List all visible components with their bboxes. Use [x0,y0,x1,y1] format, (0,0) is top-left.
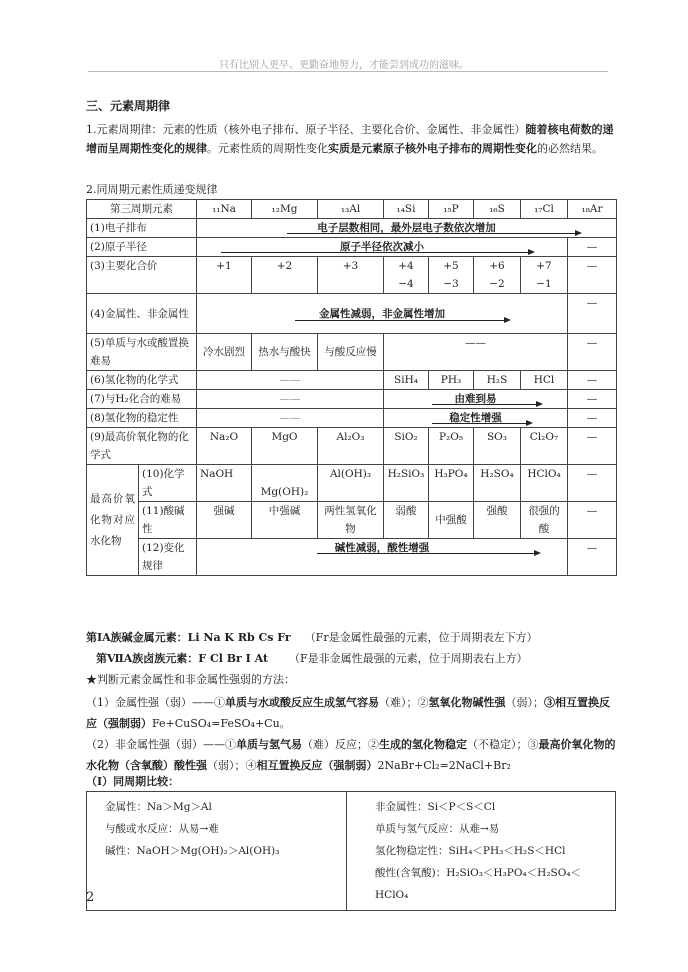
hydroxide-na: NaOH [197,465,252,502]
list-item: 酸性(含氧酸)：H₂SiO₃＜H₃PO₄＜H₂SO₄＜HClO₄ [375,867,582,901]
section-title: 三、元素周期律 [86,99,171,113]
nonmetal-compare-cell [347,792,616,911]
law-text-b: 随着核电荷数的递增而呈周期性变化的规律 [86,123,614,155]
valence-p: +5 −3 [429,257,474,294]
hydride-s: H₂S [474,371,521,390]
row-label: (11)酸碱性 [139,502,197,539]
valence-al: +3 [318,257,384,294]
trend-hydride-stability: 稳定性增强 [384,409,568,428]
oxide-al: Al₂O₃ [318,428,384,465]
ar-cell: — [568,294,617,334]
period-trend-table [86,199,617,576]
hydride-si: SiH₄ [384,371,429,390]
row-label: (12)变化规律 [139,539,197,576]
ar-cell: — [568,539,617,576]
displace-rest: —— [384,334,568,371]
law-text-e: 的必然结果。 [537,142,603,155]
judge-method-title: ★判断元素金属性和非金属性强弱的方法： [86,673,295,686]
acidity-s: 强酸 [474,502,521,539]
table-row [87,371,617,390]
ar-cell: — [568,409,617,428]
oxide-mg: MgO [252,428,318,465]
trend-arrow [287,233,576,234]
trend-arrow [295,320,505,321]
trend-atomic-radius: 原子半径依次减小 [197,238,568,257]
row-label: (5)单质与水或酸置换难易 [87,334,197,371]
hydroxide-p: H₃PO₄ [429,465,474,502]
trend-arrow [221,252,529,253]
ar-cell: — [568,465,617,502]
subsection-title: 2.同周期元素性质递变规律 [86,183,218,196]
header-rule [88,71,608,72]
acidity-si: 弱酸 [384,502,429,539]
halogens-line: 第ⅦA族卤族元素：F Cl Br I At （F是非金属性最强的元素，位于周期表右上方） [96,652,528,665]
table-header-row [87,200,617,219]
row-label: (1)电子排布 [87,219,197,238]
table-row [87,390,617,409]
hydride-none: —— [197,371,384,390]
list-item: 与酸或水反应：从易→难 [105,823,219,835]
row-label: (4)金属性、非金属性 [87,294,197,334]
oxide-p: P₂O₅ [429,428,474,465]
table-row [87,465,617,502]
trend-h2-combination: 由难到易 [384,390,568,409]
row-label: (6)氢化物的化学式 [87,371,197,390]
hydroxide-cl: HClO₄ [521,465,568,502]
list-item: 单质与氢气反应：从难→易 [375,823,500,835]
hydroxide-s: H₂SO₄ [474,465,521,502]
stability-none: —— [197,409,384,428]
table-row [87,257,617,294]
acidity-al: 两性氢氧化物 [318,502,384,539]
page-header-motto: 只有比别人更早、更勤奋地努力，才能尝到成功的滋味。 [219,60,469,71]
trend-arrow [317,553,535,554]
ar-cell: — [568,371,617,390]
table-row [87,409,617,428]
valence-s: +6 −2 [474,257,521,294]
alkali-metals-line: 第ⅠA族碱金属元素：Li Na K Rb Cs Fr （Fr是金属性最强的元素，位于周期表左下方） [86,631,538,644]
valence-cl: +7 −1 [521,257,568,294]
page-number: 2 [86,890,95,905]
law-text-a: 1.元素周期律：元素的性质（核外电子排布、原子半径、主要化合价、金属性、非金属性） [86,123,526,136]
element-si: ₁₄Si [384,200,429,219]
element-na: ₁₁Na [197,200,252,219]
acidity-p: 中强酸 [429,502,474,539]
valence-si: +4 −4 [384,257,429,294]
law-text-d: 实质是元素原子核外电子排布的周期性变化 [328,142,537,155]
valence-mg: +2 [252,257,318,294]
acidity-na: 强碱 [197,502,252,539]
element-s: ₁₆S [474,200,521,219]
h2-none: —— [197,390,384,409]
row-label: (10)化学式 [139,465,197,502]
list-item: 氢化物稳定性：SiH₄＜PH₃＜H₂S＜HCl [375,845,566,857]
hydride-cl: HCl [521,371,568,390]
table-row [87,428,617,465]
trend-arrow [432,423,527,424]
oxide-cl: Cl₂O₇ [521,428,568,465]
displace-al: 与酸反应慢 [318,334,384,371]
oxide-si: SiO₂ [384,428,429,465]
list-item: 非金属性：Si＜P＜S＜Cl [375,801,496,813]
same-period-title: （Ⅰ）同周期比较： [86,775,180,788]
header-label: 第三周期元素 [87,200,197,219]
trend-acid-base: 碱性减弱，酸性增强 [197,539,568,576]
oxide-s: SO₃ [474,428,521,465]
trend-arrow [432,404,537,405]
row-label: (7)与H₂化合的难易 [87,390,197,409]
group-label: 最高价氧化物对应水化物 [87,465,139,576]
metal-compare-cell [87,792,347,911]
valence-na: +1 [197,257,252,294]
element-cl: ₁₇Cl [521,200,568,219]
row-label: (2)原子半径 [87,238,197,257]
table-row [87,334,617,371]
law-paragraph [86,120,616,158]
list-item: 碱性：NaOH＞Mg(OH)₂＞Al(OH)₃ [105,845,280,857]
table-row [87,539,617,576]
metal-criteria: （1）金属性强（弱）——①单质与水或酸反应生成氢气容易（难）；②氢氧化物碱性强（弱）；③相互置换反应（强制弱）Fe+CuSO₄=FeSO₄+Cu。 [86,696,610,730]
trend-electron-config: 电子层数相同，最外层电子数依次增加 [197,219,617,238]
hydroxide-si: H₂SiO₃ [384,465,429,502]
element-mg: ₁₂Mg [252,200,318,219]
oxide-na: Na₂O [197,428,252,465]
law-text-c: 。元素性质的周期性变化 [207,142,328,155]
table-row [87,502,617,539]
row-label: (8)氢化物的稳定性 [87,409,197,428]
table-row [87,294,617,334]
acidity-cl: 很强的酸 [521,502,568,539]
ar-cell: — [568,334,617,371]
hydroxide-al: Al(OH)₃ [318,465,384,502]
ar-cell: — [568,257,617,294]
element-al: ₁₃Al [318,200,384,219]
list-item: 金属性：Na＞Mg＞Al [105,801,212,813]
hydroxide-mg: Mg(OH)₂ [252,465,318,502]
element-p: ₁₅P [429,200,474,219]
acidity-mg: 中强碱 [252,502,318,539]
ar-cell: — [568,502,617,539]
row-label: (9)最高价氧化物的化学式 [87,428,197,465]
ar-cell: — [568,238,617,257]
ar-cell: — [568,390,617,409]
ar-cell: — [568,428,617,465]
table-row [87,219,617,238]
table-row [87,238,617,257]
trend-metallicity: 金属性减弱，非金属性增加 [197,294,568,334]
element-ar: ₁₈Ar [568,200,617,219]
nonmetal-criteria: （2）非金属性强（弱）——①单质与氢气易（难）反应；②生成的氢化物稳定（不稳定）；③最高价氧化物的水化物（含氧酸）酸性强（弱）；④相互置换反应（强制弱）2NaBr+Cl₂=2NaCl+Br₂ [86,738,616,772]
displace-mg: 热水与酸快 [252,334,318,371]
same-period-compare-table [86,791,616,911]
row-label: (3)主要化合价 [87,257,197,294]
hydride-p: PH₃ [429,371,474,390]
displace-na: 冷水剧烈 [197,334,252,371]
